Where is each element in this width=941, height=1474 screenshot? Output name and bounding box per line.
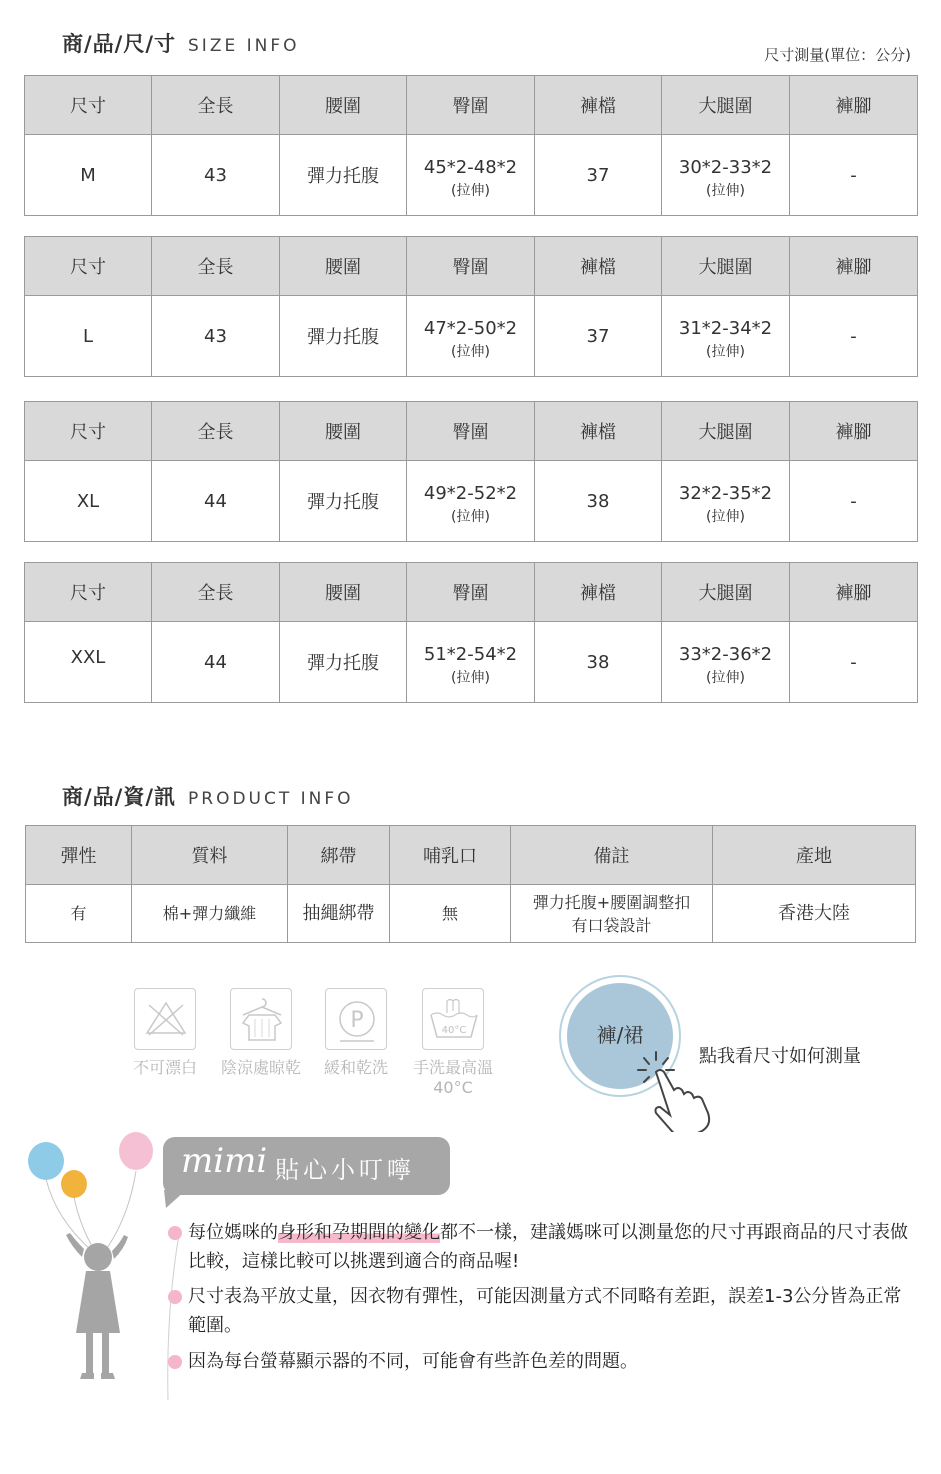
value-waist: 彈力托腹 bbox=[280, 461, 407, 542]
header-waist: 腰圍 bbox=[280, 76, 407, 135]
size-info-title-en: SIZE INFO bbox=[188, 36, 300, 56]
tip-2-bullet bbox=[168, 1290, 182, 1304]
size-table bbox=[24, 562, 918, 703]
value-thigh-main: 33*2-36*2 bbox=[678, 643, 773, 665]
header-material: 質料 bbox=[132, 826, 288, 885]
tips-badge bbox=[163, 1137, 450, 1195]
tip-3-bullet bbox=[168, 1355, 182, 1369]
value-thigh bbox=[662, 296, 790, 377]
header-size: 尺寸 bbox=[25, 76, 152, 135]
size-table-value-row bbox=[25, 461, 918, 542]
hand-wash-temp: 40°C bbox=[433, 1078, 473, 1097]
size-table-header-row bbox=[25, 563, 918, 622]
size-info-title bbox=[62, 28, 300, 58]
header-thigh: 大腿圍 bbox=[662, 237, 790, 296]
stretch-note: (拉伸) bbox=[706, 343, 745, 360]
value-hip bbox=[407, 135, 535, 216]
no-bleach-label: 不可漂白 bbox=[132, 1058, 197, 1077]
tip-1-text-pre: 每位媽咪的 bbox=[188, 1222, 278, 1243]
value-length: 44 bbox=[152, 622, 280, 703]
header-length: 全長 bbox=[152, 76, 280, 135]
value-size: XXL bbox=[25, 622, 152, 703]
girl-silhouette bbox=[66, 1233, 128, 1379]
header-waist: 腰圍 bbox=[280, 237, 407, 296]
tip-1-highlight: 身形和孕期間的變化 bbox=[278, 1222, 440, 1243]
measure-guide-button-label: 褲/裙 bbox=[596, 1023, 644, 1047]
tips-badge-mimi: mimi bbox=[181, 1141, 268, 1181]
size-table-header-row bbox=[25, 237, 918, 296]
tip-2 bbox=[188, 1282, 908, 1340]
tip-3 bbox=[188, 1347, 908, 1376]
hand-wash-label bbox=[408, 1058, 498, 1098]
header-hem: 褲腳 bbox=[790, 76, 918, 135]
balloon-orange bbox=[61, 1170, 87, 1198]
value-hem: - bbox=[790, 135, 918, 216]
tips-badge-tail bbox=[160, 1190, 190, 1210]
value-crotch: 38 bbox=[535, 461, 662, 542]
care-shade-dry bbox=[216, 988, 306, 1078]
tip-2-text: 尺寸表為平放丈量，因衣物有彈性，可能因測量方式不同略有差距，誤差1-3公分皆為正常範圍。 bbox=[188, 1286, 902, 1336]
tip-3-text: 因為每台螢幕顯示器的不同，可能會有些許色差的問題。 bbox=[188, 1351, 638, 1372]
header-size: 尺寸 bbox=[25, 237, 152, 296]
header-crotch: 褲檔 bbox=[535, 402, 662, 461]
value-elasticity: 有 bbox=[26, 885, 132, 943]
stretch-note: (拉伸) bbox=[451, 508, 490, 525]
care-hand-wash bbox=[408, 988, 498, 1098]
size-table-header-row bbox=[25, 76, 918, 135]
value-hem: - bbox=[790, 622, 918, 703]
shade-dry-icon bbox=[230, 988, 292, 1050]
value-thigh-main: 30*2-33*2 bbox=[678, 156, 773, 178]
stretch-note: (拉伸) bbox=[451, 343, 490, 360]
header-size: 尺寸 bbox=[25, 563, 152, 622]
header-hip: 臀圍 bbox=[407, 237, 535, 296]
gentle-dry-clean-label: 緩和乾洗 bbox=[323, 1058, 388, 1077]
header-hem: 褲腳 bbox=[790, 237, 918, 296]
hand-wash-temp-icon-text: 40°C bbox=[441, 1025, 467, 1036]
value-thigh-main: 32*2-35*2 bbox=[678, 482, 773, 504]
value-hip-main: 47*2-50*2 bbox=[423, 317, 518, 339]
value-hip-main: 45*2-48*2 bbox=[423, 156, 518, 178]
header-remarks: 備註 bbox=[511, 826, 713, 885]
header-waist: 腰圍 bbox=[280, 402, 407, 461]
tip-1-bullet bbox=[168, 1226, 182, 1240]
value-hip-main: 51*2-54*2 bbox=[423, 643, 518, 665]
value-thigh bbox=[662, 622, 790, 703]
header-thigh: 大腿圍 bbox=[662, 563, 790, 622]
size-table-value-row bbox=[25, 296, 918, 377]
girl-with-balloons-illustration bbox=[20, 1125, 170, 1400]
value-thigh-main: 31*2-34*2 bbox=[678, 317, 773, 339]
value-remarks bbox=[511, 885, 713, 943]
stretch-note: (拉伸) bbox=[451, 669, 490, 686]
dry-clean-p-letter: P bbox=[350, 1008, 364, 1033]
hand-wash-icon bbox=[422, 988, 484, 1050]
value-thigh bbox=[662, 135, 790, 216]
header-crotch: 褲檔 bbox=[535, 563, 662, 622]
value-waist: 彈力托腹 bbox=[280, 622, 407, 703]
care-no-bleach bbox=[120, 988, 210, 1078]
value-hem: - bbox=[790, 296, 918, 377]
value-material: 棉+彈力纖維 bbox=[132, 885, 288, 943]
balloon-pink bbox=[119, 1132, 153, 1170]
tips-badge-title: 貼心小叮嚀 bbox=[275, 1156, 415, 1184]
unit-note: 尺寸測量(單位：公分) bbox=[764, 46, 911, 64]
size-table-header-row bbox=[25, 402, 918, 461]
shade-dry-label: 陰涼處晾乾 bbox=[220, 1058, 301, 1077]
size-table-value-row bbox=[25, 135, 918, 216]
header-origin: 產地 bbox=[713, 826, 916, 885]
stretch-note: (拉伸) bbox=[706, 508, 745, 525]
header-hip: 臀圍 bbox=[407, 563, 535, 622]
value-length: 43 bbox=[152, 296, 280, 377]
product-info-title-en: PRODUCT INFO bbox=[188, 789, 354, 809]
value-waist: 彈力托腹 bbox=[280, 135, 407, 216]
size-info-title-zh: 商/品/尺/寸 bbox=[62, 32, 177, 56]
size-table-value-row bbox=[25, 622, 918, 703]
tip-1 bbox=[188, 1218, 908, 1276]
value-size: M bbox=[25, 135, 152, 216]
value-hip bbox=[407, 296, 535, 377]
value-hip bbox=[407, 461, 535, 542]
value-crotch: 38 bbox=[535, 622, 662, 703]
value-hem: - bbox=[790, 461, 918, 542]
header-length: 全長 bbox=[152, 563, 280, 622]
header-thigh: 大腿圍 bbox=[662, 76, 790, 135]
remark-line-1: 彈力托腹+腰圍調整扣 bbox=[532, 892, 691, 912]
value-length: 44 bbox=[152, 461, 280, 542]
tips-guide-line bbox=[160, 1220, 190, 1400]
header-length: 全長 bbox=[152, 402, 280, 461]
header-size: 尺寸 bbox=[25, 402, 152, 461]
no-bleach-icon bbox=[134, 988, 196, 1050]
header-hem: 褲腳 bbox=[790, 563, 918, 622]
product-info-value-row bbox=[26, 885, 916, 943]
hand-wash-label-text: 手洗最高溫 bbox=[412, 1058, 493, 1077]
value-waist: 彈力托腹 bbox=[280, 296, 407, 377]
dry-clean-p-icon bbox=[325, 988, 387, 1050]
header-hip: 臀圍 bbox=[407, 402, 535, 461]
header-strap: 綁帶 bbox=[288, 826, 390, 885]
value-size: XL bbox=[25, 461, 152, 542]
value-length: 43 bbox=[152, 135, 280, 216]
header-crotch: 褲檔 bbox=[535, 237, 662, 296]
value-origin: 香港大陸 bbox=[713, 885, 916, 943]
balloon-blue bbox=[28, 1142, 64, 1180]
stretch-note: (拉伸) bbox=[706, 182, 745, 199]
header-hem: 褲腳 bbox=[790, 402, 918, 461]
tip-1-text-post: 都不一樣，建議媽咪可以測量您的尺寸再跟商品的尺寸表做比較，這樣比較可以挑選到適合的商品喔! bbox=[188, 1222, 908, 1272]
value-thigh bbox=[662, 461, 790, 542]
value-crotch: 37 bbox=[535, 135, 662, 216]
value-crotch: 37 bbox=[535, 296, 662, 377]
value-nursing-opening: 無 bbox=[390, 885, 511, 943]
size-table bbox=[24, 236, 918, 377]
measure-guide-link[interactable]: 點我看尺寸如何測量 bbox=[699, 1046, 861, 1067]
header-elasticity: 彈性 bbox=[26, 826, 132, 885]
header-nursing-opening: 哺乳口 bbox=[390, 826, 511, 885]
stretch-note: (拉伸) bbox=[706, 669, 745, 686]
value-hip bbox=[407, 622, 535, 703]
value-size: L bbox=[25, 296, 152, 377]
header-hip: 臀圍 bbox=[407, 76, 535, 135]
header-thigh: 大腿圍 bbox=[662, 402, 790, 461]
product-info-title-zh: 商/品/資/訊 bbox=[62, 785, 177, 809]
product-info-title bbox=[62, 781, 354, 811]
value-hip-main: 49*2-52*2 bbox=[423, 482, 518, 504]
header-crotch: 褲檔 bbox=[535, 76, 662, 135]
value-strap: 抽繩綁帶 bbox=[288, 885, 390, 943]
stretch-note: (拉伸) bbox=[451, 182, 490, 199]
header-length: 全長 bbox=[152, 237, 280, 296]
remark-line-2: 有口袋設計 bbox=[571, 915, 652, 935]
header-waist: 腰圍 bbox=[280, 563, 407, 622]
product-info-header-row bbox=[26, 826, 916, 885]
size-table bbox=[24, 401, 918, 542]
care-gentle-dry-clean bbox=[311, 988, 401, 1078]
size-table bbox=[24, 75, 918, 216]
product-info-table bbox=[25, 825, 916, 943]
